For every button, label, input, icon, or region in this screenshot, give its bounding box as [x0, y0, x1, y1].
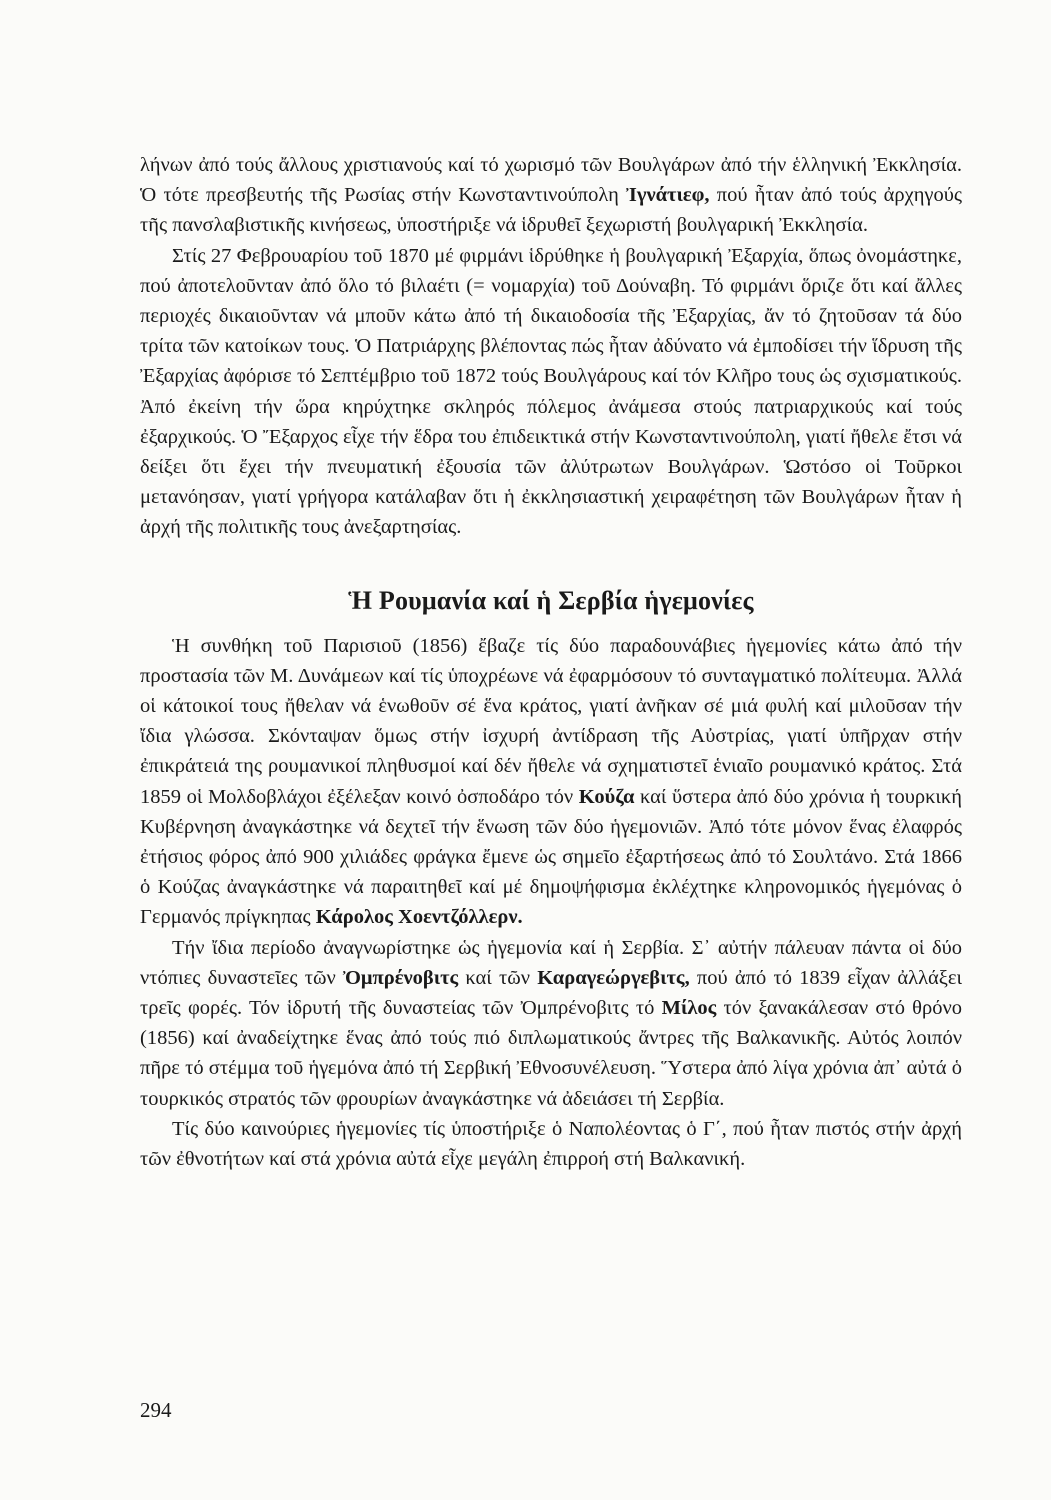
bold-name: Κούζα: [578, 785, 635, 808]
text-run: Τήν ἴδια περίοδο ἀναγνωρίστηκε ὡς ἡγεμονία καί ἡ Σερβία. Σ᾿ αὐτήν πάλευαν πάντα οἱ δύο ντόπιες δυναστεῖες τῶν: [140, 936, 962, 989]
page-body: [140, 150, 962, 1174]
text-run: πού ἦταν ἀπό τούς ἀρχηγούς τῆς πανσλαβιστικῆς κινήσεως, ὑποστήριξε νά ἱδρυθεῖ ξεχωριστή βουλγαρική Ἐκκλησία.: [140, 184, 962, 237]
text-run: λήνων ἀπό τούς ἄλλους χριστιανούς καί τό χωρισμό τῶν Βουλγάρων ἀπό τήν ἑλληνική Ἐκκλησία. Ὁ τότε πρεσβευτής τῆς Ρωσίας στήν Κωνσταντινούπολη: [140, 154, 962, 207]
bold-name: Μίλος: [661, 997, 717, 1020]
text-run: Τίς δύο καινούριες ἡγεμονίες τίς ὑποστήριξε ὁ Ναπολέοντας ὁ Γ΄, πού ἦταν πιστός στήν ἀρχή τῶν ἐθνοτήτων καί στά χρόνια αὐτά εἶχε μεγάλη ἐπιρροή στή Βαλκανική.: [140, 1117, 962, 1171]
page-number: 294: [140, 1398, 172, 1422]
text-run: πού ἀπό τό 1839 εἶχαν ἀλλάξει τρεῖς φορές. Τόν ἱδρυτή τῆς δυναστείας τῶν Ὀμπρένοβιτς τό: [140, 966, 963, 1020]
paragraph: [140, 631, 962, 933]
text-run: τόν ξανακάλεσαν στό θρόνο (1856) καί ἀναδείχτηκε ἕνας ἀπό τούς πιό διπλωματικούς ἄντρες τῆς Βαλκανικῆς. Αὐτός λοιπόν πῆρε τό στέμμα τοῦ ἡγεμόνα ἀπό τή Σερβική Ἐθνοσυνέλευση. Ὕστερα ἀπό λίγα χρόνια ἀπ᾿ αὐτά ὁ τουρκικός στρατός τῶν φρουρίων ἀναγκάστηκε νά ἀδειάσει τή Σερβία.: [140, 997, 962, 1110]
text-run: Στίς 27 Φεβρουαρίου τοῦ 1870 μέ φιρμάνι ἱδρύθηκε ἡ βουλγαρική Ἐξαρχία, ὅπως ὀνομάστηκε, πού ἀποτελοῦνταν ἀπό ὅλο τό βιλαέτι (= νομαρχία) τοῦ Δούναβη. Τό φιρμάνι ὅριζε ὅτι καί ἄλλες περιοχές δικαιοῦνταν νά μποῦν κάτω ἀπό τή δικαιοδοσία τῆς Ἐξαρχίας, ἄν τό ζητοῦσαν τά δύο τρίτα τῶν κατοίκων τους. Ὁ Πατριάρχης βλέποντας πώς ἦταν ἀδύνατο νά ἐμποδίσει τήν ἵδρυση τῆς Ἐξαρχίας ἀφόρισε τό Σεπτέμβριο τοῦ 1872 τούς Βουλγάρους καί τόν Κλῆρο τους ὡς σχισματικούς. Ἀπό ἐκείνη τήν ὥρα κηρύχτηκε σκληρός πόλεμος ἀνάμεσα στούς πατριαρχικούς καί τούς ἐξαρχικούς. Ὁ Ἔξαρχος εἶχε τήν ἕδρα του ἐπιδεικτικά στήν Κωνσταντινούπολη, γιατί ἤθελε ἔτσι νά δείξει ὅτι ἔχει τήν πνευματική ἐξουσία τῶν ἀλύτρωτων Βουλγάρων. Ὡστόσο οἱ Τοῦρκοι μετανόησαν, γιατί γρήγορα κατάλαβαν ὅτι ἡ ἐκκλησιαστική χειραφέτηση τῶν Βουλγάρων ἦταν ἡ ἀρχή τῆς πολιτικῆς τους ἀνεξαρτησίας.: [140, 244, 962, 539]
bold-name: Ἰγνάτιεφ,: [626, 184, 710, 207]
bold-name: Ὀμπρένοβιτς: [342, 966, 459, 989]
text-block-bottom: [140, 631, 962, 1175]
paragraph: [140, 150, 962, 241]
bold-name: Κάρολος Χοεντζόλλερν.: [315, 906, 523, 929]
bold-name: Καραγεώργεβιτς,: [537, 966, 690, 989]
text-run: Ἡ συνθήκη τοῦ Παρισιοῦ (1856) ἔβαζε τίς δύο παραδουνάβιες ἡγεμονίες κάτω ἀπό τήν προστασία τῶν Μ. Δυνάμεων καί τίς ὑποχρέωνε νά ἐφαρμόσουν τό συνταγματικό πολίτευμα. Ἀλλά οἱ κάτοικοί τους ἤθελαν νά ἑνωθοῦν σέ ἕνα κράτος, γιατί ἀνῆκαν σέ μιά φυλή καί μιλοῦσαν τήν ἴδια γλώσσα. Σκόνταψαν ὅμως στήν ἰσχυρή ἀντίδραση τῆς Αὐστρίας, γιατί ὑπῆρχαν στήν ἐπικράτειά της ρουμανικοί πληθυσμοί καί δέν ἤθελε νά σχηματιστεῖ ἑνιαῖο ρουμανικό κράτος. Στά 1859 οἱ Μολδοβλάχοι ἐξέλεξαν κοινό ὀσποδάρο τόν: [140, 634, 962, 808]
paragraph: [140, 933, 962, 1114]
text-run: καί ὕστερα ἀπό δύο χρόνια ἡ τουρκική Κυβέρνηση ἀναγκάστηκε νά δεχτεῖ τήν ἕνωση τῶν δύο ἡγεμονιῶν. Ἀπό τότε μόνον ἕνας ἐλαφρός ἐτήσιος φόρος ἀπό 900 χιλιάδες φράγκα ἔμενε ὡς σημεῖο ἐξαρτήσεως ἀπό τό Σουλτάνο. Στά 1866 ὁ Κούζας ἀναγκάστηκε νά παραιτηθεῖ καί μέ δημοψήφισμα ἐκλέχτηκε κληρονομικός ἡγεμόνας ὁ Γερμανός πρίγκηπας: [140, 785, 962, 929]
paragraph: [140, 1114, 962, 1174]
text-block-top: [140, 150, 962, 543]
text-run: καί τῶν: [458, 966, 538, 989]
section-heading: Ἡ Ρουμανία καί ἡ Σερβία ἡγεμονίες: [348, 585, 754, 615]
paragraph: [140, 241, 962, 543]
